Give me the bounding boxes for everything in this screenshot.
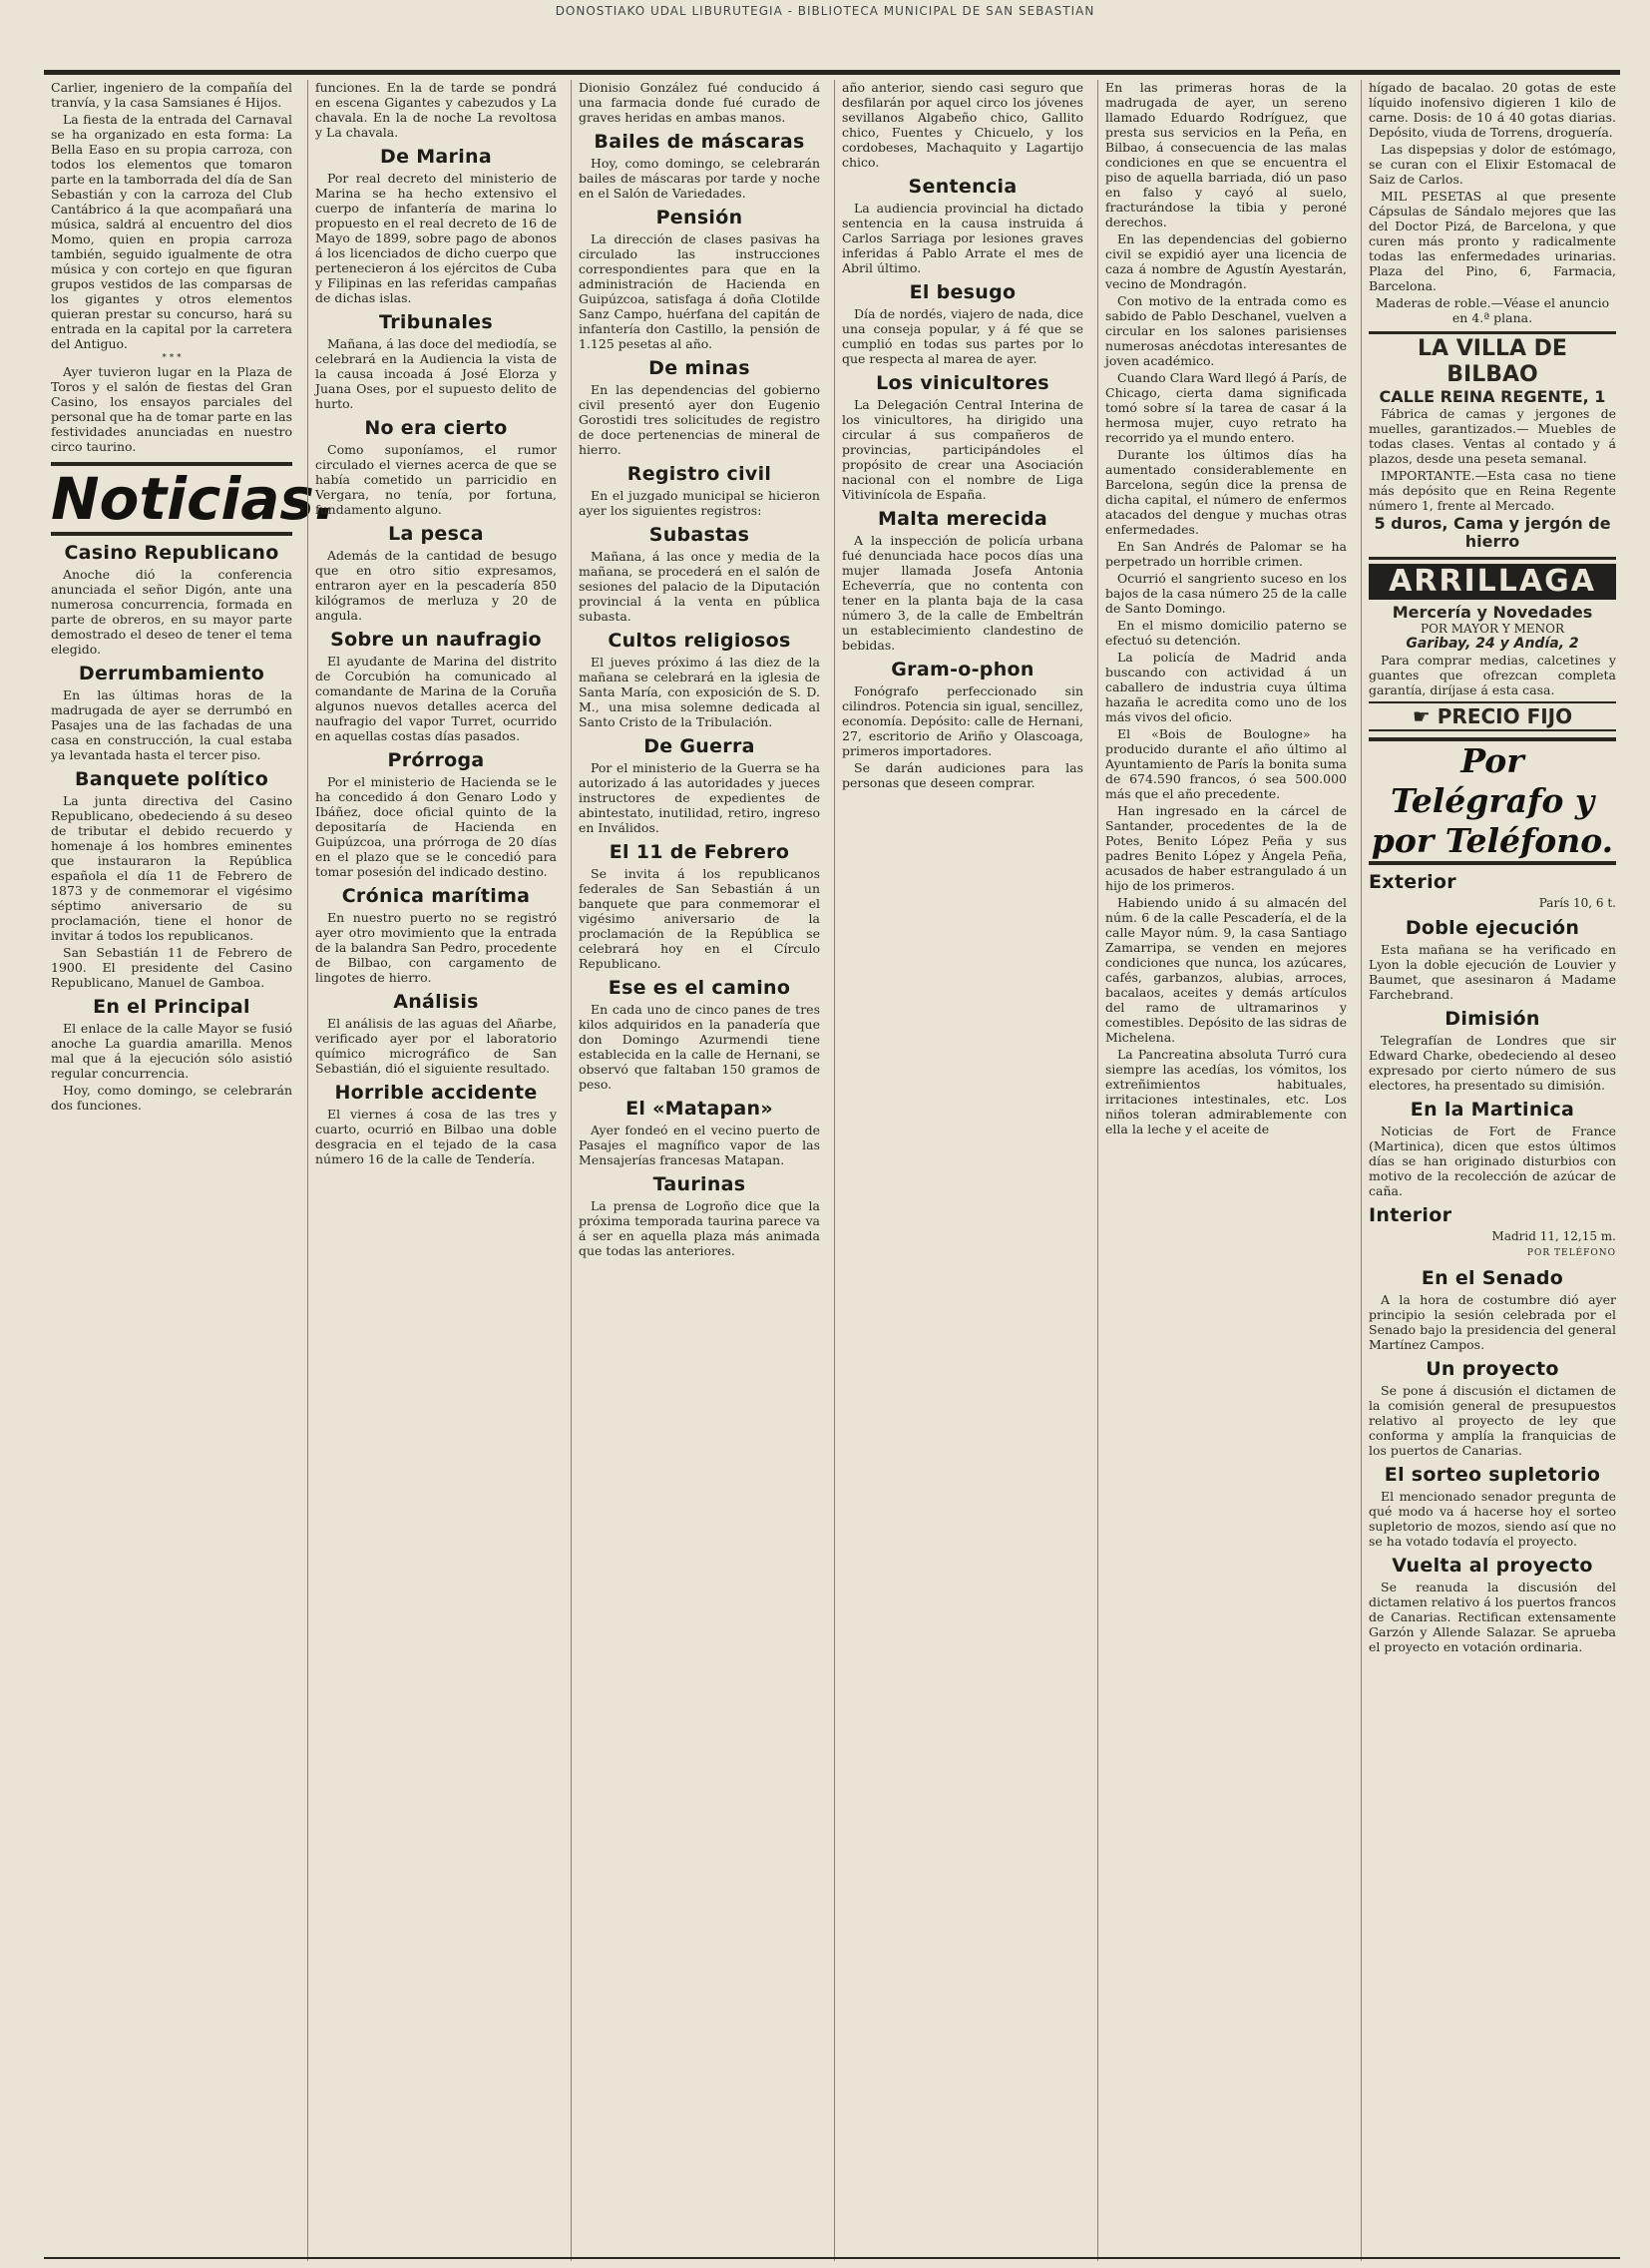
paragraph: En las últimas horas de la madrugada de ayer se derrumbó en Pasajes una de las fachadas de una casa en construcción, la cual estaba ya levantada hasta el tercer piso.	[51, 687, 292, 762]
paragraph: Durante los últimos días ha aumentado considerablemente en Barcelona, según dice la prensa de dicha capital, el número de enfermos atacados del dengue y muchas otras enfermedades.	[1105, 447, 1347, 537]
paragraph: La audiencia provincial ha dictado sentencia en la causa instruida á Carlos Sarriaga por lesiones graves inferidas á Pablo Arrate el mes de Abril último.	[842, 201, 1083, 275]
paragraph: Hoy, como domingo, se celebrarán bailes de máscaras por tarde y noche en el Salón de Variedades.	[579, 156, 820, 201]
section-heading: El besugo	[909, 281, 1017, 303]
paragraph: Por real decreto del ministerio de Marina se ha hecho extensivo el cuerpo de infantería de marina lo propuesto en el real decreto de 16 de Mayo de 1899, sobre pago de abonos á los licenciados de dicho cuerpo que pertenecieron á los ejércitos de Cuba y Filipinas en las referidas campañas de dichas islas.	[315, 171, 557, 305]
section-heading: La pesca	[388, 523, 484, 545]
dateline-text: Madrid 11, 12,15 m.	[1491, 1229, 1616, 1243]
section-heading: Ese es el camino	[608, 977, 791, 999]
section-heading: Malta merecida	[877, 508, 1048, 530]
paragraph: La dirección de clases pasivas ha circulado las instrucciones correspondientes para que en la administración de Hacienda en Guipúzcoa, satisfaga á doña Clotilde Sanz Campo, huérfana del capitán de infantería don Castillo, la pensión de 1.125 pesetas al año.	[579, 231, 820, 351]
section-heading: De Marina	[380, 146, 492, 168]
section-heading: Sentencia	[908, 176, 1018, 198]
section-heading: Los vinicultores	[876, 372, 1049, 394]
paragraph: Fonógrafo perfeccionado sin cilindros. Potencia sin igual, sencillez, economía. Depósito: calle de Hernani, 27, escritorio de Ariño y Olascoaga, primeros importadores.	[842, 683, 1083, 758]
paragraph: Habiendo unido á su almacén del núm. 6 de la calle Pescadería, el de la calle Mayor núm. 9, la casa Santiago Zamarripa, se venden en mejores condiciones que nunca, los azúcares, cafés, garbanzos, alubias, arroces, bacalaos, aceites y demás artículos del ramo de ultramarinos y comestibles. Depósito de las sidras de Michelena.	[1105, 895, 1347, 1045]
paragraph: Para comprar medias, calcetines y guantes que ofrezcan completa garantía, diríjase á esta casa.	[1369, 653, 1616, 697]
arrillaga-band	[1369, 564, 1616, 600]
section-heading: De minas	[648, 357, 750, 379]
paragraph: El «Bois de Boulogne» ha producido durante el año último al Ayuntamiento de París la bonita suma de 674.590 francos, ó sea 500.000 más que el año precedente.	[1105, 726, 1347, 801]
section-heading: Crónica marítima	[341, 885, 531, 907]
paragraph: IMPORTANTE.—Esta casa no tiene más depósito que en Reina Regente número 1, frente al Mercado.	[1369, 468, 1616, 513]
section-heading: No era cierto	[364, 417, 508, 439]
section-heading: Gram-o-phon	[891, 659, 1034, 680]
noticias-masthead: Noticias.	[51, 462, 292, 536]
arrillaga-title: ARRILLAGA	[1389, 564, 1596, 599]
section-heading: Análisis	[393, 991, 479, 1013]
section-heading: Sobre un naufragio	[330, 629, 542, 651]
section-heading: Bailes de máscaras	[594, 131, 805, 153]
paragraph: Mañana, á las doce del mediodía, se celebrará en la Audiencia la vista de la causa incoada á José Elorza y Juana Oses, por el supuesto delito de hurto.	[315, 336, 557, 411]
villa-bilbao-title: LA VILLA DE BILBAO	[1418, 336, 1567, 387]
paragraph: A la hora de costumbre dió ayer principio la sesión celebrada por el Senado bajo la presidencia del general Martínez Campos.	[1369, 1292, 1616, 1352]
section-heading: Casino Republicano	[64, 542, 279, 564]
separator: * * *	[162, 353, 182, 363]
paragraph: El análisis de las aguas del Añarbe, verificado ayer por el laboratorio químico micrográfico de San Sebastián, dió el siguiente resultado.	[315, 1016, 557, 1076]
paragraph: A la inspección de policía urbana fué denunciada hace pocos días una mujer llamada Josefa Antonia Echeverría, que no contenta con tener en la planta baja de la casa número 3, de la calle de Embeltrán un establecimiento clandestino de bebidas.	[842, 533, 1083, 653]
section-heading: De Guerra	[643, 735, 755, 757]
paragraph: Como suponíamos, el rumor circulado el viernes acerca de que se había cometido un parricidio en Vergara, no tenía, por fortuna, fundamento alguno.	[315, 442, 557, 517]
paragraph: Por el ministerio de la Guerra se ha autorizado á las autoridades y jueces instructores de expedientes de abintestato, inutilidad, retiro, ingreso en Inválidos.	[579, 760, 820, 835]
paragraph: MIL PESETAS al que presente Cápsulas de Sándalo mejores que las del Doctor Pizá, de Barcelona, y que curen más pronto y radicalmente todas las enfermedades urinarias. Plaza del Pino, 6, Farmacia, Barcelona.	[1369, 189, 1616, 293]
section-heading: El «Matapan»	[625, 1098, 773, 1120]
pointing-hand-icon: ☛	[1412, 704, 1438, 728]
section-heading: Doble ejecución	[1405, 917, 1580, 939]
arrillaga-subtitle: Mercería y Novedades	[1392, 603, 1593, 622]
paragraph: La junta directiva del Casino Republicano, obedeciendo á su deseo de tributar el debido recuerdo y homenaje á los hombres eminentes que instauraron la República española el día 11 de Febrero de 1873 y de conmemorar el vigésimo séptimo aniversario de su proclamación, tiene el honor de invitar á todos los republicanos.	[51, 793, 292, 943]
archive-header: DONOSTIAKO UDAL LIBURUTEGIA - BIBLIOTECA MUNICIPAL DE SAN SEBASTIAN	[555, 4, 1095, 18]
paragraph: El ayudante de Marina del distrito de Corcubión ha comunicado al comandante de Marina de la Coruña algunos nuevos detalles acerca del naufragio del vapor Turret, ocurrido en aquellas costas días pasados.	[315, 654, 557, 743]
top-rule	[44, 70, 1620, 75]
paragraph: Mañana, á las once y media de la mañana, se procederá en el salón de sesiones del palacio de la Diputación provincial á la venta en pública subasta.	[579, 549, 820, 624]
paragraph: Noticias de Fort de France (Martinica), dicen que estos últimos días se han originado disturbios con motivo de la recolección de azúcar de caña.	[1369, 1124, 1616, 1198]
paragraph: Esta mañana se ha verificado en Lyon la doble ejecución de Louvier y Baumet, que asesinaron á Madame Farchebrand.	[1369, 942, 1616, 1002]
section-heading: El 11 de Febrero	[609, 841, 790, 863]
paragraph: funciones. En la de tarde se pondrá en escena Gigantes y cabezudos y La chavala. En la de noche La revoltosa y La chavala.	[315, 80, 557, 140]
paragraph: La prensa de Logroño dice que la próxima temporada taurina parece va á ser en aquella plaza más animada que todas las anteriores.	[579, 1198, 820, 1258]
section-heading: En la Martinica	[1410, 1099, 1575, 1121]
paragraph: Maderas de roble.—Véase el anuncio en 4.ª plana.	[1375, 295, 1610, 325]
paragraph: En nuestro puerto no se registró ayer otro movimiento que la entrada de la balandra San Pedro, procedente de Bilbao, con cargamento de lingotes de hierro.	[315, 910, 557, 985]
section-heading: En el Senado	[1421, 1267, 1564, 1289]
dateline-tag: POR TELÉFONO	[1526, 1248, 1616, 1258]
paragraph: En San Andrés de Palomar se ha perpetrado un horrible crimen.	[1105, 539, 1347, 569]
paragraph: Con motivo de la entrada como es sabido de Pablo Deschanel, vuelven a circular en los salones parisienses numerosas anécdotas interesantes de joven académico.	[1105, 293, 1347, 368]
paragraph: Ocurrió el sangriento suceso en los bajos de la casa número 25 de la calle de Santo Domingo.	[1105, 571, 1347, 616]
telegrafo-masthead: Por Telégrafo y por Teléfono.	[1369, 737, 1616, 865]
villa-bilbao-address: CALLE REINA REGENTE, 1	[1379, 387, 1606, 406]
dateline	[1369, 1229, 1616, 1261]
paragraph: En las primeras horas de la madrugada de ayer, un sereno llamado Eduardo Rodríguez, que presta sus servicios en la Peña, en Bilbao, á consecuencia de las malas condiciones en que se encuentra el piso de aquella barriada, dió un paso en falso y cayó al suelo, fracturándose la tibia y peroné derechos.	[1105, 80, 1347, 229]
paragraph: Hoy, como domingo, se celebrarán dos funciones.	[51, 1083, 292, 1113]
paragraph: Carlier, ingeniero de la compañía del tranvía, y la casa Samsianes é Hijos.	[51, 80, 292, 110]
paragraph: La Delegación Central Interina de los vinicultores, ha dirigido una circular á sus compañeros de provincias, participándoles el propósito de crear una Asociación nacional con el nombre de Liga Vitivinícola de España.	[842, 397, 1083, 502]
precio-fijo-label: PRECIO FIJO	[1437, 704, 1573, 728]
section-heading: Registro civil	[626, 463, 772, 485]
column-6	[1361, 80, 1623, 2261]
paragraph: Cuando Clara Ward llegó á París, de Chicago, cierta dama significada tomó sobre sí la tarea de casar á la hermosa mujer, cuyo retrato ha recorrido ya el mundo entero.	[1105, 370, 1347, 445]
paragraph: Se reanuda la discusión del dictamen relativo á los puertos francos de Canarias. Rectifican extensamente Garzón y Allende Salazar. Se aprueba el proyecto en votación ordinaria.	[1369, 1580, 1616, 1654]
paragraph: Telegrafían de Londres que sir Edward Charke, obedeciendo al deseo expresado por cierto número de sus electores, ha presentado su dimisión.	[1369, 1033, 1616, 1093]
paragraph: Han ingresado en la cárcel de Santander, procedentes de la de Potes, Benito López Peña y sus padres Benito López y Ángela Peña, acusados de haber estrangulado á un hijo de los primeros.	[1105, 803, 1347, 893]
paragraph: En cada uno de cinco panes de tres kilos adquiridos en la panadería que don Domingo Azurmendi tiene establecida en la calle de Hernani, se observó que faltaban 150 gramos de peso.	[579, 1002, 820, 1092]
paragraph: En el juzgado municipal se hicieron ayer los siguientes registros:	[579, 488, 820, 518]
section-heading: En el Principal	[93, 996, 250, 1018]
paragraph: El enlace de la calle Mayor se fusió anoche La guardia amarilla. Menos mal que á la ejecución sólo asistió regular concurrencia.	[51, 1021, 292, 1081]
paragraph: En el mismo domicilio paterno se efectuó su detención.	[1105, 618, 1347, 648]
section-heading: Un proyecto	[1426, 1358, 1559, 1380]
paragraph: Ayer tuvieron lugar en la Plaza de Toros y el salón de fiestas del Gran Casino, los ensayos parciales del personal que ha de tomar parte en las festividades anunciadas en nuestro circo taurino.	[51, 364, 292, 454]
paragraph: Por el ministerio de Hacienda se le ha concedido á don Genaro Lodo y Ibáñez, doce oficial quinto de la depositaría de Hacienda en Guipúzcoa, una prórroga de 20 días en el plazo que se le concedió para tomar posesión del indicado destino.	[315, 774, 557, 879]
paragraph: Anoche dió la conferencia anunciada el señor Digón, ante una numerosa concurrencia, formada en parte de obreros, en su mayor parte demostrado el deseo de tener el tema elegido.	[51, 567, 292, 657]
paragraph: La policía de Madrid anda buscando con actividad á un caballero de industria cuya última hazaña le acredita como uno de los más vivos del oficio.	[1105, 650, 1347, 724]
paragraph: hígado de bacalao. 20 gotas de este líquido inofensivo digieren 1 kilo de carne. Dosis: de 10 á 40 gotas diarias. Depósito, viuda de Torrens, droguería.	[1369, 80, 1616, 140]
paragraph: Fábrica de camas y jergones de muelles, garantizados.— Muebles de todas clases. Ventas al contado y á plazos, desde una peseta semanal.	[1369, 406, 1616, 466]
paragraph: En las dependencias del gobierno civil presentó ayer don Eugenio Gorostidi tres solicitudes de registro de doce pertenencias de mineral de hierro.	[579, 382, 820, 457]
paragraph: El viernes á cosa de las tres y cuarto, ocurrió en Bilbao una doble desgracia en el tejado de la casa número 16 de la calle de Tendería.	[315, 1107, 557, 1166]
paragraph: San Sebastián 11 de Febrero de 1900. El presidente del Casino Republicano, Manuel de Gamboa.	[51, 945, 292, 990]
ad-rule	[1369, 331, 1616, 334]
paragraph: El mencionado senador pregunta de qué modo va á hacerse hoy el sorteo supletorio de mozos, siendo así que no se ha votado todavía el proyecto.	[1369, 1489, 1616, 1549]
section-heading: Interior	[1369, 1204, 1452, 1226]
section-heading: Pensión	[655, 207, 743, 228]
section-heading: Exterior	[1369, 871, 1456, 893]
ad-rule	[1369, 557, 1616, 560]
section-heading: Horrible accidente	[334, 1082, 538, 1104]
section-heading: Banquete político	[74, 768, 269, 790]
dateline: París 10, 6 t.	[1538, 896, 1616, 910]
column-1	[44, 80, 336, 2261]
section-heading: Cultos religiosos	[608, 630, 791, 652]
paragraph: Día de nordés, viajero de nada, dice una conseja popular, y á fé que se cumplió en todas sus partes por lo que respecta al marea de ayer.	[842, 306, 1083, 366]
bottom-rule	[44, 2257, 1620, 2259]
paragraph: La Pancreatina absoluta Turró cura siempre las acedías, los vómitos, los extreñimientos habituales, irritaciones intestinales, etc. Los niños toleran admirablemente con ella la leche y el aceite de	[1105, 1047, 1347, 1136]
column-4	[834, 80, 1090, 2261]
paragraph: Además de la cantidad de besugo que en otro sitio expresamos, entraron ayer en la pescadería 850 kilógramos de merluza y 20 de angula.	[315, 548, 557, 623]
paragraph: La fiesta de la entrada del Carnaval se ha organizado en esta forma: La Bella Easo en su propia carroza, con todos los elementos que tomaron parte en la tamborrada del día de San Sebastián y con la carroza del Club Cantábrico á la que acompañará una música, saldrá al encuentro del dios Momo, quien en propia carroza también, seguido igualmente de otra música y con cortejo en que figuran grupos vestidos de las comparsas de los gigantes y otros elementos quieran prestar su concurso, hará su entrada en la capital por la carretera del Antiguo.	[51, 112, 292, 351]
column-2	[307, 80, 564, 2261]
paragraph: El jueves próximo á las diez de la mañana se celebrará en la iglesia de Santa María, con exposición de S. D. M., una misa solemne dedicada al Santo Cristo de la Tribulación.	[579, 655, 820, 729]
arrillaga-subtitle-2: POR MAYOR Y MENOR	[1421, 622, 1564, 636]
paragraph: En las dependencias del gobierno civil se expidió ayer una licencia de caza á nombre de Agustín Ayestarán, vecino de Mondragón.	[1105, 231, 1347, 291]
section-heading: Prórroga	[387, 749, 485, 771]
paragraph: Ayer fondeó en el vecino puerto de Pasajes el magnífico vapor de las Mensajerías francesas Matapan.	[579, 1123, 820, 1167]
paragraph: Se pone á discusión el dictamen de la comisión general de presupuestos relativo al proyecto de ley que conforma y amplía la franquicias de los puertos de Canarias.	[1369, 1383, 1616, 1458]
villa-bilbao-offer: 5 duros, Cama y jergón de hierro	[1374, 514, 1611, 551]
section-heading: Dimisión	[1444, 1008, 1540, 1030]
section-heading: Derrumbamiento	[78, 663, 265, 684]
paragraph: Se invita á los republicanos federales de San Sebastián á un banquete que para conmemorar el vigésimo aniversario de la proclamación de la República se celebrará hoy en el Círculo Republicano.	[579, 866, 820, 971]
paragraph: Las dispepsias y dolor de estómago, se curan con el Elixir Estomacal de Saiz de Carlos.	[1369, 142, 1616, 187]
section-heading: Vuelta al proyecto	[1392, 1555, 1593, 1577]
paragraph: Dionisio González fué conducido á una farmacia donde fué curado de graves heridas en ambas manos.	[579, 80, 820, 125]
columns	[44, 80, 1622, 2265]
section-heading: El sorteo supletorio	[1384, 1464, 1601, 1486]
paragraph: Se darán audiciones para las personas que deseen comprar.	[842, 760, 1083, 790]
section-heading: Tribunales	[379, 311, 493, 333]
column-5	[1097, 80, 1354, 2261]
section-heading: Subastas	[648, 524, 750, 546]
arrillaga-address: Garibay, 24 y Andía, 2	[1406, 636, 1579, 652]
section-heading: Taurinas	[652, 1173, 746, 1195]
paragraph: año anterior, siendo casi seguro que desfilarán por aquel circo los jóvenes sevillanos Algabeño chico, Gallito chico, Fuentes y Chicuelo, y los cordobeses, Machaquito y Lagartijo chico.	[842, 80, 1083, 170]
column-3	[571, 80, 827, 2261]
precio-fijo	[1369, 701, 1616, 731]
